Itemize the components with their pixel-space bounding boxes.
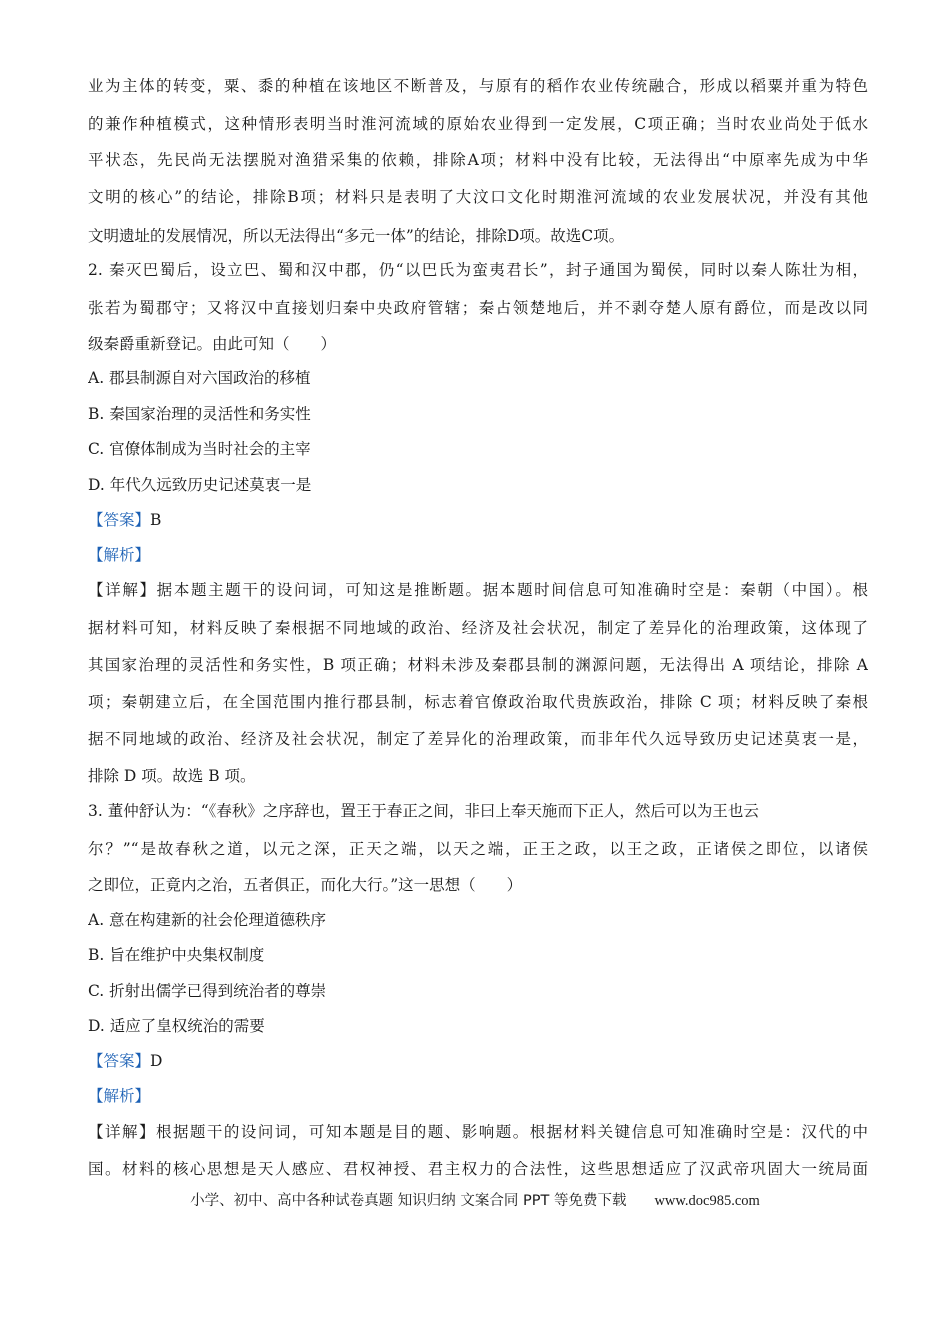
text-line: 文明遗址的发展情况，所以无法得出“多元一体”的结论，排除D项。故选C项。: [88, 227, 625, 245]
footer-url[interactable]: www.doc985.com: [654, 1193, 760, 1209]
text-line: 的兼作种植模式，这种情形表明当时淮河流域的原始农业得到一定发展，C项正确；当时农业尚处于低水: [88, 115, 868, 133]
question-3-option-d: D. 适应了皇权统治的需要: [88, 1017, 265, 1035]
answer-label: 【答案】: [88, 1052, 151, 1070]
detail-text: 据本题主题干的设问词，可知这是推断题。据本题时间信息可知准确时空是：秦朝（中国）。根: [156, 581, 868, 599]
question-3-option-c: C. 折射出儒学已得到统治者的尊崇: [88, 982, 327, 1000]
text-line: 排除 D 项。故选 B 项。: [88, 767, 256, 785]
question-2-option-d: D. 年代久远致历史记述莫衷一是: [88, 476, 312, 494]
question-2-option-b: B. 秦国家治理的灵活性和务实性: [88, 405, 311, 423]
question-3-stem: 尔？”“是故春秋之道，以元之深，正天之端，以天之端，正王之政，以王之政，正诸侯之即位，以诸侯: [88, 840, 868, 858]
question-2-stem: 张若为蜀郡守；又将汉中直接划归秦中央政府管辖；秦占领楚地后，并不剥夺楚人原有爵位，而是改以同: [88, 299, 868, 317]
text-line: 据材料可知，材料反映了秦根据不同地域的政治、经济及社会状况，制定了差异化的治理政策，这体现了: [88, 619, 868, 637]
text-line: 文明的核心”的结论，排除B项；材料只是表明了大汶口文化时期淮河流域的农业发展状况，并没有其他: [88, 188, 868, 206]
text-line: 据不同地域的政治、经济及社会状况，制定了差异化的治理政策，而非年代久远导致历史记述莫衷一是，: [88, 730, 868, 748]
text-line: 业为主体的转变，粟、黍的种植在该地区不断普及，与原有的稻作农业传统融合，形成以稻粟并重为特色: [88, 77, 868, 95]
question-2-stem: 级秦爵重新登记。由此可知（ ）: [88, 335, 337, 353]
question-3-detail: [88, 1121, 868, 1143]
answer-value: D: [150, 1052, 163, 1070]
question-2-stem: 2. 秦灭巴蜀后，设立巴、蜀和汉中郡，仍“以巴氏为蛮夷君长”，封子通国为蜀侯，同时以秦人陈壮为相，: [88, 261, 868, 279]
question-3-stem: 3. 董仲舒认为：“《春秋》之序辞也，置王于春正之间，非曰上奉天施而下正人，然后可以为王也云: [88, 802, 759, 820]
text-line: 项；秦朝建立后，在全国范围内推行郡县制，标志着官僚政治取代贵族政治，排除 C 项；材料反映了秦根: [88, 693, 868, 711]
question-2-answer: [88, 509, 868, 531]
detail-label: 【详解】: [88, 581, 157, 599]
text-line: 平状态，先民尚无法摆脱对渔猎采集的依赖，排除A项；材料中没有比较，无法得出“中原率先成为中华: [88, 151, 868, 169]
detail-text: 根据题干的设问词，可知本题是目的题、影响题。根据材料关键信息可知准确时空是：汉代的中: [155, 1123, 868, 1141]
question-3-option-b: B. 旨在维护中央集权制度: [88, 946, 265, 964]
answer-label: 【答案】: [88, 511, 151, 529]
question-2-option-a: A. 郡县制源自对六国政治的移植: [88, 369, 311, 387]
question-3-answer: [88, 1050, 868, 1072]
question-3-option-a: A. 意在构建新的社会伦理道德秩序: [88, 911, 327, 929]
detail-label: 【详解】: [88, 1123, 156, 1141]
answer-value: B: [150, 511, 162, 529]
analysis-label: 【解析】: [88, 1087, 151, 1105]
analysis-label: 【解析】: [88, 546, 151, 564]
page-footer: [0, 1190, 950, 1212]
question-3-stem: 之即位，正竟内之治，五者俱正，而化大行。”这一思想（ ）: [88, 876, 523, 894]
text-line: 国。材料的核心思想是天人感应、君权神授、君主权力的合法性，这些思想适应了汉武帝巩固大一统局面: [88, 1160, 868, 1178]
text-line: 其国家治理的灵活性和务实性，B 项正确；材料未涉及秦郡县制的渊源问题，无法得出 A 项结论，排除 A: [88, 656, 868, 674]
question-2-option-c: C. 官僚体制成为当时社会的主宰: [88, 440, 311, 458]
question-2-detail: [88, 579, 868, 601]
footer-text: 小学、初中、高中各种试卷真题 知识归纳 文案合同 PPT 等免费下载: [190, 1193, 627, 1209]
